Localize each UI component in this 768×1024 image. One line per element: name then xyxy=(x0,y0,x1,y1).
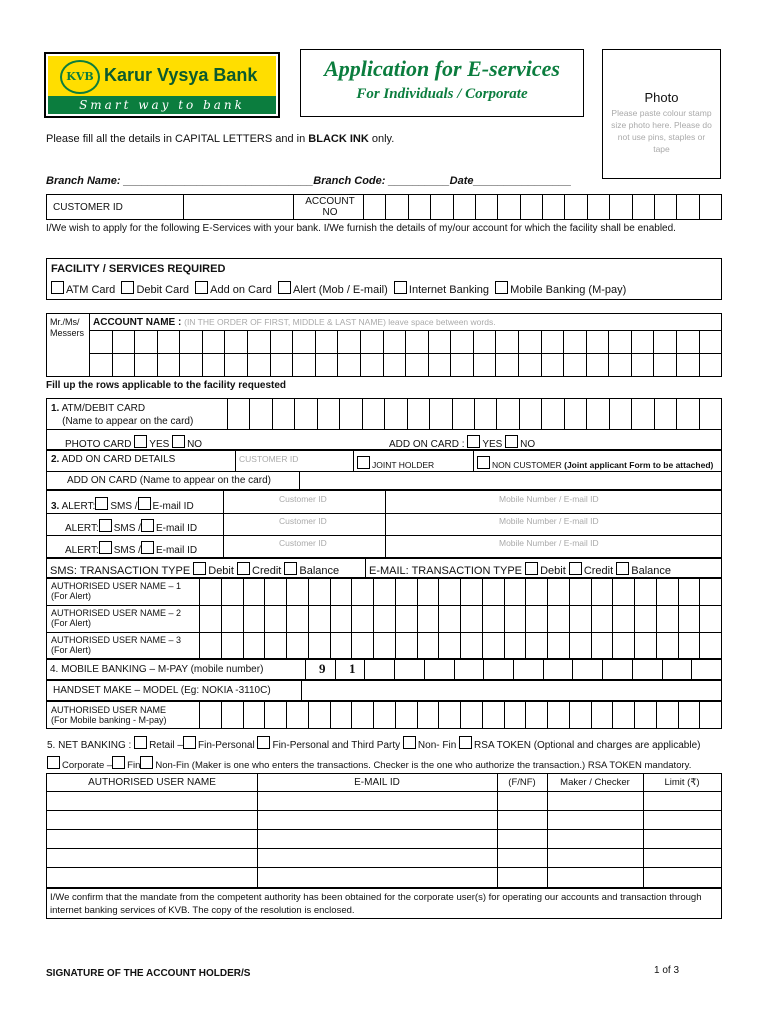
transaction-type-row xyxy=(46,558,722,578)
alert-row-1: 3. ALERT: SMS / E-mail ID xyxy=(51,497,194,512)
confirmation-text: I/We confirm that the mandate from the competent authority has been obtained for the corporate user(s) for operating our accounts and transaction through internet banking services of KVB. The copy of the resolution is enclosed. xyxy=(50,892,702,916)
title-label: Mr./Ms/ Messers xyxy=(50,317,85,338)
alert-mobile-1[interactable]: Mobile Number / E-mail ID xyxy=(499,494,599,504)
addon-name-input[interactable] xyxy=(299,471,721,489)
mobile-prefix-2: 1 xyxy=(349,661,356,676)
facility-alert[interactable]: Alert (Mob / E-mail) xyxy=(278,284,388,296)
col-limit: Limit (₹) xyxy=(664,777,700,788)
branch-code-field[interactable]: Branch Code: __________ xyxy=(313,175,450,187)
authorised-users-input[interactable] xyxy=(199,579,721,658)
email-credit[interactable]: Credit xyxy=(569,565,613,577)
customer-id-label: CUSTOMER ID xyxy=(53,202,123,213)
photo-card-yes[interactable]: YES xyxy=(134,439,169,450)
joint-holder-option[interactable]: JOINT HOLDER xyxy=(357,456,434,470)
form-subtitle: For Individuals / Corporate xyxy=(356,86,528,102)
signature-label: SIGNATURE OF THE ACCOUNT HOLDER/S xyxy=(46,968,251,979)
facility-internet[interactable]: Internet Banking xyxy=(394,284,489,296)
nb-fin-personal[interactable]: Fin-Personal xyxy=(183,740,255,751)
logo-emblem: KVB xyxy=(60,60,100,94)
addon-label: 2. ADD ON CARD DETAILS xyxy=(51,454,176,465)
customer-account-row xyxy=(46,194,722,220)
confirmation-box xyxy=(46,888,722,919)
photo-label: Photo xyxy=(644,90,679,105)
alert-sms-1[interactable]: SMS / xyxy=(95,501,137,512)
alert-email-2[interactable]: E-mail ID xyxy=(141,523,197,534)
instructions xyxy=(46,133,394,145)
intro-text: I/We wish to apply for the following E-Services with your bank. I/We furnish the details of my/our account for which the facility shall be enabled. xyxy=(46,223,676,234)
bank-logo xyxy=(44,52,280,118)
account-name-label: ACCOUNT NAME : (IN THE ORDER OF FIRST, MIDDLE & LAST NAME) leave space between words. xyxy=(93,317,496,328)
net-banking-row: 5. NET BANKING : Retail – Fin-Personal Fin-Personal and Third Party Non- Fin RSA TOKEN (Optional and charges are applicable) xyxy=(47,736,700,751)
col-fnf: (F/NF) xyxy=(508,777,536,788)
branch-line[interactable] xyxy=(46,175,571,187)
facility-addon[interactable]: Add on Card xyxy=(195,284,272,296)
photo-box[interactable] xyxy=(602,49,721,179)
non-customer-option[interactable]: NON CUSTOMER (Joint applicant Form to be attached) xyxy=(477,456,713,470)
mobile-auth-input[interactable] xyxy=(199,702,721,728)
logo-band xyxy=(48,56,276,96)
account-name-box xyxy=(46,313,722,377)
photo-card-row: PHOTO CARD YES NO xyxy=(65,435,202,450)
facility-heading: FACILITY / SERVICES REQUIRED xyxy=(51,263,226,275)
addon-section xyxy=(46,450,722,490)
mobile-banking-row xyxy=(46,659,722,680)
email-balance[interactable]: Balance xyxy=(616,565,671,577)
photo-card-no[interactable]: NO xyxy=(172,439,202,450)
addon-name-label: ADD ON CARD (Name to appear on the card) xyxy=(67,475,271,486)
bank-name: Karur Vysya Bank xyxy=(104,65,258,85)
alert-row-3: ALERT: SMS / E-mail ID xyxy=(65,541,197,556)
sms-transaction: SMS: TRANSACTION TYPE Debit Credit Balance xyxy=(50,562,339,577)
form-title-box xyxy=(300,49,584,117)
add-on-yes[interactable]: YES xyxy=(467,439,502,450)
authorised-users-alert xyxy=(46,578,722,659)
mobile-auth-label: AUTHORISED USER NAME (For Mobile banking - M-pay) xyxy=(51,705,167,725)
alert-email-3[interactable]: E-mail ID xyxy=(141,545,197,556)
nb-corp-fin[interactable]: Fin xyxy=(112,760,140,771)
form-title: Application for E-services xyxy=(324,56,560,81)
email-transaction: E-MAIL: TRANSACTION TYPE Debit Credit Balance xyxy=(369,562,671,577)
alert-customer-id-2[interactable]: Customer ID xyxy=(279,516,327,526)
alert-mobile-2[interactable]: Mobile Number / E-mail ID xyxy=(499,516,599,526)
nb-corp-non-fin[interactable]: Non-Fin (Maker is one who enters the transactions. Checker is the one who authorize the transaction.) RSA TOKEN mandatory. xyxy=(140,760,691,771)
branch-name-field[interactable]: Branch Name: _______________________________ xyxy=(46,175,314,187)
facility-options xyxy=(51,281,626,296)
photo-hint: Please paste colour stamp size photo here. Please do not use pins, staples or tape xyxy=(611,108,712,154)
net-banking-user-table xyxy=(46,773,722,888)
nb-retail[interactable]: Retail – xyxy=(134,740,183,751)
handset-label: HANDSET MAKE – MODEL (Eg: NOKIA -3110C) xyxy=(53,685,271,696)
col-maker-checker: Maker / Checker xyxy=(560,777,630,788)
account-name-input[interactable] xyxy=(89,330,721,376)
nb-corporate[interactable]: Corporate – xyxy=(47,760,112,771)
col-email: E-MAIL ID xyxy=(354,777,400,788)
add-on-no[interactable]: NO xyxy=(505,439,535,450)
mobile-prefix-1: 9 xyxy=(319,661,326,676)
account-no-label: ACCOUNT NO xyxy=(305,196,355,218)
alert-row-2: ALERT: SMS / E-mail ID xyxy=(65,519,197,534)
instructions-bold: BLACK INK xyxy=(308,133,369,145)
instructions-prefix: Please fill all the details in CAPITAL LETTERS and in xyxy=(46,133,309,145)
facility-box xyxy=(46,258,722,300)
sms-balance[interactable]: Balance xyxy=(284,565,339,577)
bank-tagline: Smart way to bank xyxy=(48,96,276,114)
facility-debit[interactable]: Debit Card xyxy=(121,284,189,296)
mobile-number-input[interactable] xyxy=(305,660,721,679)
customer-id-input[interactable] xyxy=(139,195,183,219)
authorised-user-2: AUTHORISED USER NAME – 2 (For Alert) xyxy=(51,608,182,628)
nb-fin-third-party[interactable]: Fin-Personal and Third Party xyxy=(257,740,400,751)
add-on-card-row: ADD ON CARD : YES NO xyxy=(389,435,535,450)
mobile-auth-user-row xyxy=(46,701,722,729)
alert-customer-id-3[interactable]: Customer ID xyxy=(279,538,327,548)
account-no-input[interactable] xyxy=(363,195,721,219)
sms-credit[interactable]: Credit xyxy=(237,565,281,577)
atm-section xyxy=(46,398,722,450)
atm-label: 1. ATM/DEBIT CARD (Name to appear on the card) xyxy=(51,403,194,427)
nb-rsa-token[interactable]: RSA TOKEN (Optional and charges are applicable) xyxy=(459,740,700,751)
authorised-user-1: AUTHORISED USER NAME – 1 (For Alert) xyxy=(51,581,182,601)
alert-sms-3[interactable]: SMS / xyxy=(99,545,141,556)
facility-atm[interactable]: ATM Card xyxy=(51,284,115,296)
addon-customer-id[interactable]: CUSTOMER ID xyxy=(239,454,299,464)
alert-mobile-3[interactable]: Mobile Number / E-mail ID xyxy=(499,538,599,548)
fill-rows-note: Fill up the rows applicable to the facility requested xyxy=(46,380,287,391)
user-table-body[interactable] xyxy=(47,792,721,887)
sms-debit[interactable]: Debit xyxy=(193,565,234,577)
handset-input[interactable] xyxy=(301,681,721,700)
nb-non-fin[interactable]: Non- Fin xyxy=(403,740,456,751)
alert-email-1[interactable]: E-mail ID xyxy=(138,501,194,512)
atm-name-input[interactable] xyxy=(227,399,721,429)
corporate-row xyxy=(47,756,691,771)
alert-section xyxy=(46,490,722,558)
authorised-user-3: AUTHORISED USER NAME – 3 (For Alert) xyxy=(51,635,182,655)
page-number: 1 of 3 xyxy=(654,965,680,976)
instructions-suffix: only. xyxy=(368,133,395,145)
col-user-name: AUTHORISED USER NAME xyxy=(88,777,216,788)
date-field[interactable]: Date________________ xyxy=(449,175,572,187)
facility-mobile[interactable]: Mobile Banking (M-pay) xyxy=(495,284,626,296)
alert-sms-2[interactable]: SMS / xyxy=(99,523,141,534)
alert-customer-id-1[interactable]: Customer ID xyxy=(279,494,327,504)
mobile-banking-label: 4. MOBILE BANKING – M-PAY (mobile number) xyxy=(50,664,264,675)
email-debit[interactable]: Debit xyxy=(525,565,566,577)
handset-row xyxy=(46,680,722,701)
